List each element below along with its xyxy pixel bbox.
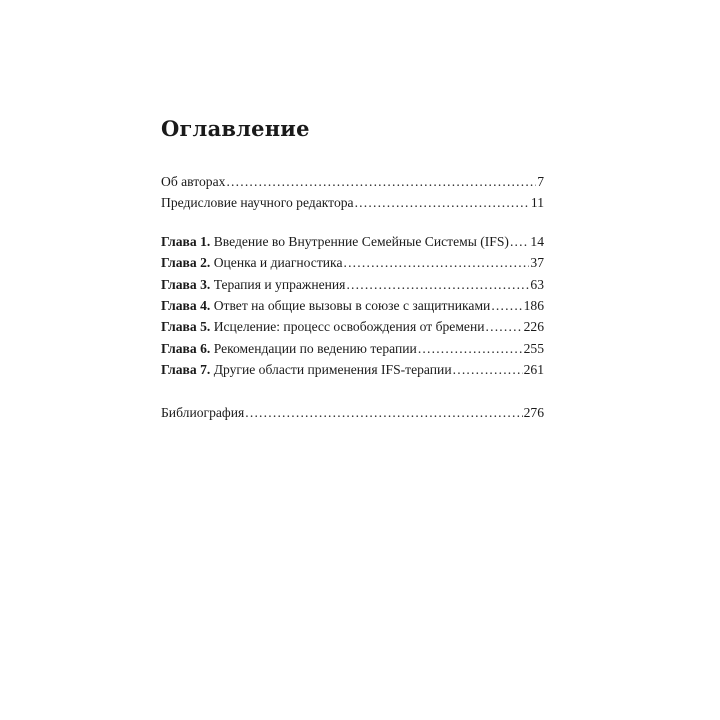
- toc-page-number: 276: [523, 404, 544, 420]
- toc-entry-chapter-3: [161, 274, 544, 295]
- dot-leader: [510, 231, 529, 252]
- spacer: [161, 214, 544, 231]
- toc-page-number: 261: [523, 362, 544, 378]
- dot-leader: [343, 252, 529, 273]
- toc-page-number: 11: [530, 195, 544, 211]
- chapter-prefix: Глава 5.: [161, 319, 211, 335]
- toc-entry-label: [161, 316, 485, 337]
- chapter-title: Другие области применения IFS-терапии: [213, 362, 452, 378]
- dot-leader: [346, 274, 529, 295]
- chapter-title: Терапия и упражнения: [213, 276, 346, 292]
- chapter-title: Введение во Внутренние Семейные Системы (IFS): [213, 233, 509, 249]
- toc-entry-label: [161, 359, 452, 380]
- toc-entry-editor-foreword: [161, 192, 544, 213]
- toc-entry-label: Библиография: [161, 404, 245, 420]
- toc-entry-label: [161, 338, 417, 359]
- toc-entry-label: Предисловие научного редактора: [161, 195, 354, 211]
- toc-entry-label: [161, 274, 345, 295]
- toc-page-number: 255: [523, 340, 544, 356]
- toc-page-number: 14: [530, 233, 544, 249]
- dot-leader: [453, 359, 523, 380]
- toc-entry-label: [161, 231, 509, 252]
- toc-entry-label: Об авторах: [161, 174, 226, 189]
- toc-entry-about-authors: [161, 171, 544, 192]
- dot-leader: [486, 316, 523, 337]
- dot-leader: [418, 338, 523, 359]
- toc-page-number: 63: [530, 276, 544, 292]
- toc-title: Оглавление: [161, 116, 310, 141]
- toc-entry-label: [161, 252, 342, 273]
- toc-entry-chapter-5: [161, 316, 544, 337]
- spacer: [161, 381, 544, 402]
- toc-entry-chapter-4: [161, 295, 544, 316]
- chapter-title: Исцеление: процесс освобождения от бремени: [213, 319, 485, 335]
- dot-leader: [245, 402, 522, 423]
- dot-leader: [226, 171, 536, 192]
- toc-entry-chapter-6: [161, 338, 544, 359]
- chapter-prefix: Глава 1.: [161, 233, 211, 249]
- toc-entry-bibliography: [161, 402, 544, 423]
- dot-leader: [355, 192, 530, 213]
- chapter-prefix: Глава 2.: [161, 255, 211, 271]
- toc-entry-chapter-7: [161, 359, 544, 380]
- toc-page-number: 226: [523, 319, 544, 335]
- toc-entry-chapter-1: [161, 231, 544, 252]
- toc-page-number: 37: [530, 255, 544, 271]
- chapter-prefix: Глава 4.: [161, 297, 211, 313]
- chapter-prefix: Глава 3.: [161, 276, 211, 292]
- toc-page-number: 7: [537, 174, 544, 189]
- chapter-title: Ответ на общие вызовы в союзе с защитниками: [213, 297, 491, 313]
- chapter-prefix: Глава 6.: [161, 340, 211, 356]
- chapter-prefix: Глава 7.: [161, 362, 211, 378]
- toc-entry-label: [161, 295, 490, 316]
- dot-leader: [491, 295, 522, 316]
- chapter-title: Рекомендации по ведению терапии: [213, 340, 417, 356]
- toc-entry-chapter-2: [161, 252, 544, 273]
- toc-page-number: 186: [523, 297, 544, 313]
- chapter-title: Оценка и диагностика: [213, 255, 343, 271]
- table-of-contents: [161, 171, 544, 423]
